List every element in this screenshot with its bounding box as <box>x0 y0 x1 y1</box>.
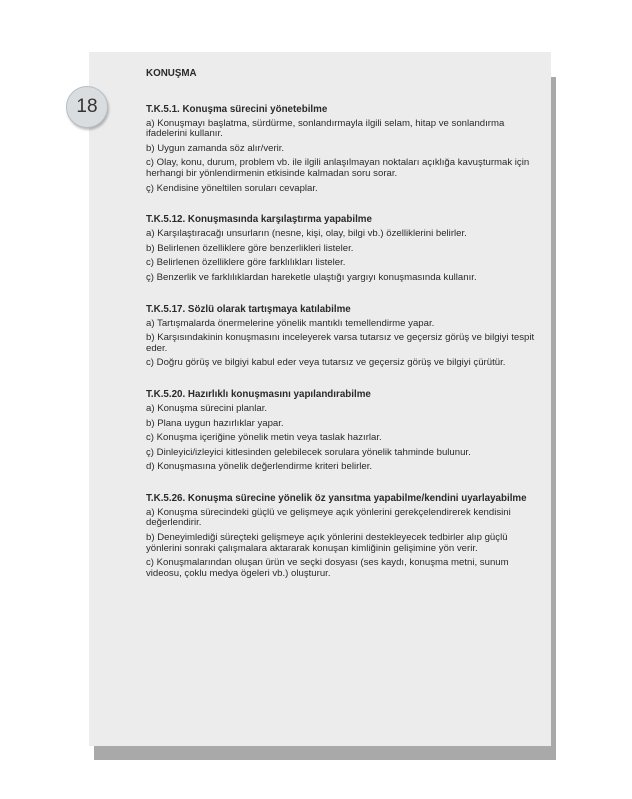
outcome-block <box>146 493 536 580</box>
outcome-item: a) Karşılaştıracağı unsurların (nesne, kişi, olay, bilgi vb.) özelliklerini belirler. <box>146 228 467 240</box>
outcome-item: a) Konuşma sürecindeki güçlü ve gelişmeye açık yönlerini gerekçelendirerek kendisini değerlendirir. <box>146 506 511 529</box>
outcome-item: b) Karşısındakinin konuşmasını inceleyerek varsa tutarsız ve geçersiz görüş ve bilgiyi tespit eder. <box>146 332 535 354</box>
section-title: KONUŞMA <box>146 68 197 79</box>
outcome-item: ç) Dinleyici/izleyici kitlesinden gelebilecek sorulara yönelik tahminde bulunur. <box>146 446 471 458</box>
outcome-item: c) Konuşmalarından oluşan ürün ve seçki dosyası (ses kaydı, konuşma metni, sunum videosu, çoklu medya ögeleri vb.) oluşturur. <box>146 557 509 579</box>
page-content <box>146 69 536 579</box>
outcome-title: T.K.5.1. Konuşma sürecini yönetebilme <box>146 103 328 115</box>
outcome-block <box>146 104 536 195</box>
outcome-item: c) Konuşma içeriğine yönelik metin veya taslak hazırlar. <box>146 432 382 444</box>
outcome-item: c) Doğru görüş ve bilgiyi kabul eder veya tutarsız ve geçersiz görüş ve bilgiyi çürütür. <box>146 357 506 369</box>
page-number-badge <box>66 86 108 128</box>
outcome-block <box>146 214 536 283</box>
outcome-item: d) Konuşmasına yönelik değerlendirme kriteri belirler. <box>146 461 373 473</box>
page-number: 18 <box>76 96 98 117</box>
outcome-title: T.K.5.12. Konuşmasında karşılaştırma yapabilme <box>146 214 372 226</box>
outcome-item: ç) Benzerlik ve farklılıklardan hareketle ulaştığı yargıyı konuşmasında kullanır. <box>146 271 477 283</box>
outcome-block <box>146 304 536 369</box>
outcome-item: b) Deneyimlediği süreçteki gelişmeye açık yönlerini destekleyecek tedbirler alıp güçlü yönlerini sonraki çalışmalara aktararak konuşan kimliğinin gelişimine yön verir. <box>146 532 508 554</box>
outcome-item: b) Uygun zamanda söz alır/verir. <box>146 142 285 154</box>
outcome-title: T.K.5.17. Sözlü olarak tartışmaya katılabilme <box>146 303 351 315</box>
outcome-item: a) Tartışmalarda önermelerine yönelik mantıklı temellendirme yapar. <box>146 317 435 329</box>
outcome-item: a) Konuşmayı başlatma, sürdürme, sonlandırmayla ilgili selam, hitap ve sonlandırma ifadelerini kullanır. <box>146 117 505 140</box>
outcome-item: b) Plana uygun hazırlıklar yapar. <box>146 417 284 429</box>
outcome-item: b) Belirlenen özelliklere göre benzerlikleri listeler. <box>146 242 354 254</box>
outcome-item: ç) Kendisine yöneltilen soruları cevaplar. <box>146 182 318 194</box>
outcome-item: a) Konuşma sürecini planlar. <box>146 402 268 414</box>
outcome-item: c) Belirlenen özelliklere göre farklılıkları listeler. <box>146 257 346 269</box>
outcome-block <box>146 389 536 473</box>
outcome-item: c) Olay, konu, durum, problem vb. ile ilgili anlaşılmayan noktaları açıklığa kavuşturmak için herhangi bir yönlendirmenin etkisinde kalmadan soru sorar. <box>146 157 530 179</box>
outcome-title: T.K.5.20. Hazırlıklı konuşmasını yapılandırabilme <box>146 388 371 400</box>
outcome-title: T.K.5.26. Konuşma sürecine yönelik öz yansıtma yapabilme/kendini uyarlayabilme <box>146 492 527 504</box>
